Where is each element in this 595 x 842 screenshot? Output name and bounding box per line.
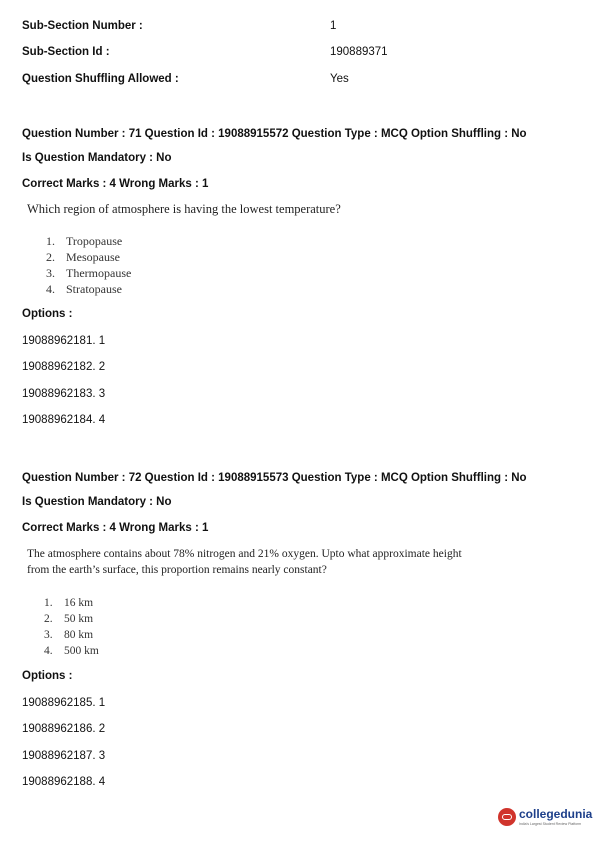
options-label: Options : (22, 308, 73, 320)
answer-choices (44, 595, 99, 659)
answer-choice (44, 611, 99, 627)
choice-text: Stratopause (66, 282, 122, 296)
question-shuffling-value: Yes (330, 73, 349, 85)
option-item: 19088962184. 4 (22, 414, 106, 426)
question-marks: Correct Marks : 4 Wrong Marks : 1 (22, 522, 209, 534)
question-header: Question Number : 72 Question Id : 19088915573 Question Type : MCQ Option Shuffling : No (22, 472, 527, 484)
answer-choice (46, 233, 131, 249)
choice-text: Tropopause (66, 234, 123, 248)
subsection-number-label: Sub-Section Number : (22, 20, 143, 32)
question-mandatory: Is Question Mandatory : No (22, 496, 172, 508)
answer-choice (46, 281, 131, 297)
choice-number: 4. (46, 282, 55, 296)
question-text-line: The atmosphere contains about 78% nitrogen and 21% oxygen. Upto what approximate height (27, 548, 462, 560)
collegedunia-logo-icon (498, 808, 516, 826)
choice-text: Mesopause (66, 250, 120, 264)
question-shuffling-label: Question Shuffling Allowed : (22, 73, 179, 85)
answer-choice (46, 265, 131, 281)
choice-number: 2. (46, 250, 55, 264)
collegedunia-logo (498, 804, 593, 832)
question-text-line: from the earth’s surface, this proportion remains nearly constant? (27, 564, 327, 576)
option-item: 19088962182. 2 (22, 361, 106, 373)
subsection-id-label: Sub-Section Id : (22, 46, 110, 58)
choice-number: 2. (44, 613, 53, 625)
options-label: Options : (22, 670, 73, 682)
choice-number: 1. (46, 234, 55, 248)
answer-choice (44, 627, 99, 643)
choice-text: 500 km (64, 645, 99, 657)
choice-number: 3. (44, 629, 53, 641)
option-item: 19088962188. 4 (22, 776, 106, 788)
choice-text: 50 km (64, 613, 94, 625)
logo-name: collegedunia (519, 807, 593, 821)
choice-number: 3. (46, 266, 55, 280)
answer-choice (44, 643, 99, 659)
choice-text: 16 km (64, 597, 94, 609)
question-text-line: Which region of atmosphere is having the lowest temperature? (27, 202, 341, 216)
subsection-id-value: 190889371 (330, 46, 388, 58)
option-item: 19088962183. 3 (22, 388, 106, 400)
question-marks: Correct Marks : 4 Wrong Marks : 1 (22, 178, 209, 190)
answer-choice (46, 249, 131, 265)
choice-text: Thermopause (66, 266, 132, 280)
choice-number: 1. (44, 597, 53, 609)
question-text (27, 546, 462, 578)
answer-choices (46, 233, 131, 297)
answer-choice (44, 595, 99, 611)
option-item: 19088962186. 2 (22, 723, 106, 735)
option-item: 19088962185. 1 (22, 697, 106, 709)
logo-tagline: India's Largest Student Review Platform (519, 822, 582, 826)
choice-number: 4. (44, 645, 53, 657)
option-item: 19088962187. 3 (22, 750, 106, 762)
question-mandatory: Is Question Mandatory : No (22, 152, 172, 164)
choice-text: 80 km (64, 629, 94, 641)
subsection-number-value: 1 (330, 20, 337, 32)
question-header: Question Number : 71 Question Id : 19088915572 Question Type : MCQ Option Shuffling : No (22, 128, 527, 140)
option-item: 19088962181. 1 (22, 335, 106, 347)
question-text (27, 201, 341, 217)
